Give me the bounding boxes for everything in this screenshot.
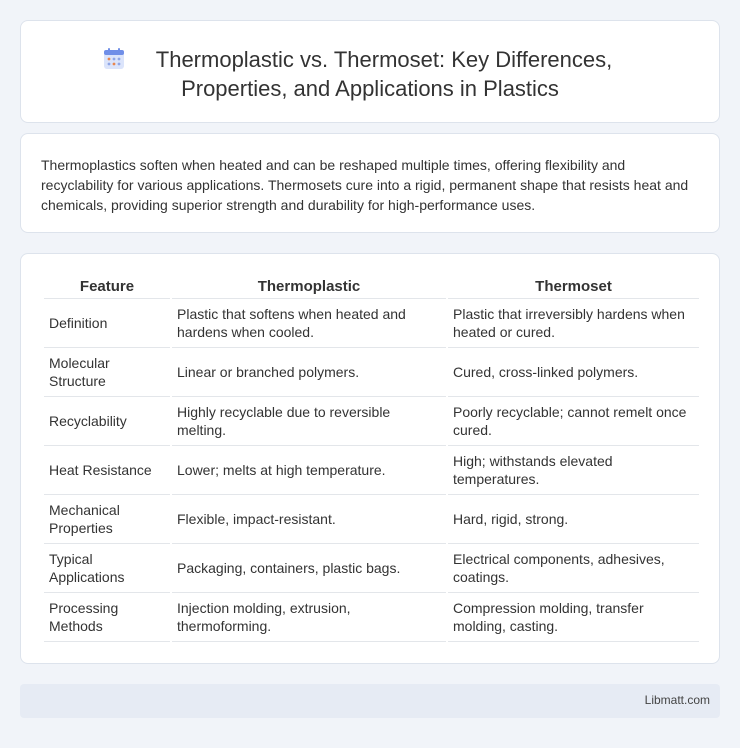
title-card	[20, 20, 720, 123]
table-row	[44, 397, 699, 446]
comparison-table-card	[20, 253, 720, 664]
table-row	[44, 544, 699, 593]
feature-cell: Heat Resistance	[44, 446, 170, 495]
feature-cell: Molecular Structure	[44, 348, 170, 397]
footer-site-link[interactable]: Libmatt.com	[644, 693, 710, 707]
intro-card	[20, 133, 720, 233]
header-thermoset: Thermoset	[448, 275, 699, 299]
thermoset-cell: Plastic that irreversibly hardens when heated or cured.	[448, 299, 699, 348]
thermoplastic-cell: Injection molding, extrusion, thermoforming.	[172, 593, 446, 642]
table-row	[44, 495, 699, 544]
thermoset-cell: Poorly recyclable; cannot remelt once cured.	[448, 397, 699, 446]
thermoset-cell: Electrical components, adhesives, coatings.	[448, 544, 699, 593]
thermoset-cell: Hard, rigid, strong.	[448, 495, 699, 544]
page-title	[21, 45, 719, 103]
feature-cell: Processing Methods	[44, 593, 170, 642]
thermoset-cell: Compression molding, transfer molding, casting.	[448, 593, 699, 642]
table-row	[44, 348, 699, 397]
feature-cell: Typical Applications	[44, 544, 170, 593]
thermoplastic-cell: Lower; melts at high temperature.	[172, 446, 446, 495]
table-row	[44, 593, 699, 642]
thermoplastic-cell: Flexible, impact-resistant.	[172, 495, 446, 544]
footer-bar	[20, 684, 720, 718]
table-header-row	[44, 275, 699, 299]
table-row	[44, 446, 699, 495]
table-row	[44, 299, 699, 348]
thermoplastic-cell: Packaging, containers, plastic bags.	[172, 544, 446, 593]
feature-cell: Definition	[44, 299, 170, 348]
thermoplastic-cell: Linear or branched polymers.	[172, 348, 446, 397]
header-feature: Feature	[44, 275, 170, 299]
header-thermoplastic: Thermoplastic	[172, 275, 446, 299]
page-title-line-1: Thermoplastic vs. Thermoset: Key Differences,	[155, 47, 613, 72]
comparison-table	[42, 275, 701, 642]
thermoplastic-cell: Plastic that softens when heated and hardens when cooled.	[172, 299, 446, 348]
page-title-line-2: Properties, and Applications in Plastics	[181, 76, 559, 101]
intro-paragraph: Thermoplastics soften when heated and can be reshaped multiple times, offering flexibility and recyclability for various applications. Thermosets cure into a rigid, permanent shape that resists heat and chemicals, providing superior strength and durability for high-performance uses.	[41, 157, 689, 213]
thermoset-cell: High; withstands elevated temperatures.	[448, 446, 699, 495]
thermoplastic-cell: Highly recyclable due to reversible melting.	[172, 397, 446, 446]
thermoset-cell: Cured, cross-linked polymers.	[448, 348, 699, 397]
feature-cell: Recyclability	[44, 397, 170, 446]
feature-cell: Mechanical Properties	[44, 495, 170, 544]
